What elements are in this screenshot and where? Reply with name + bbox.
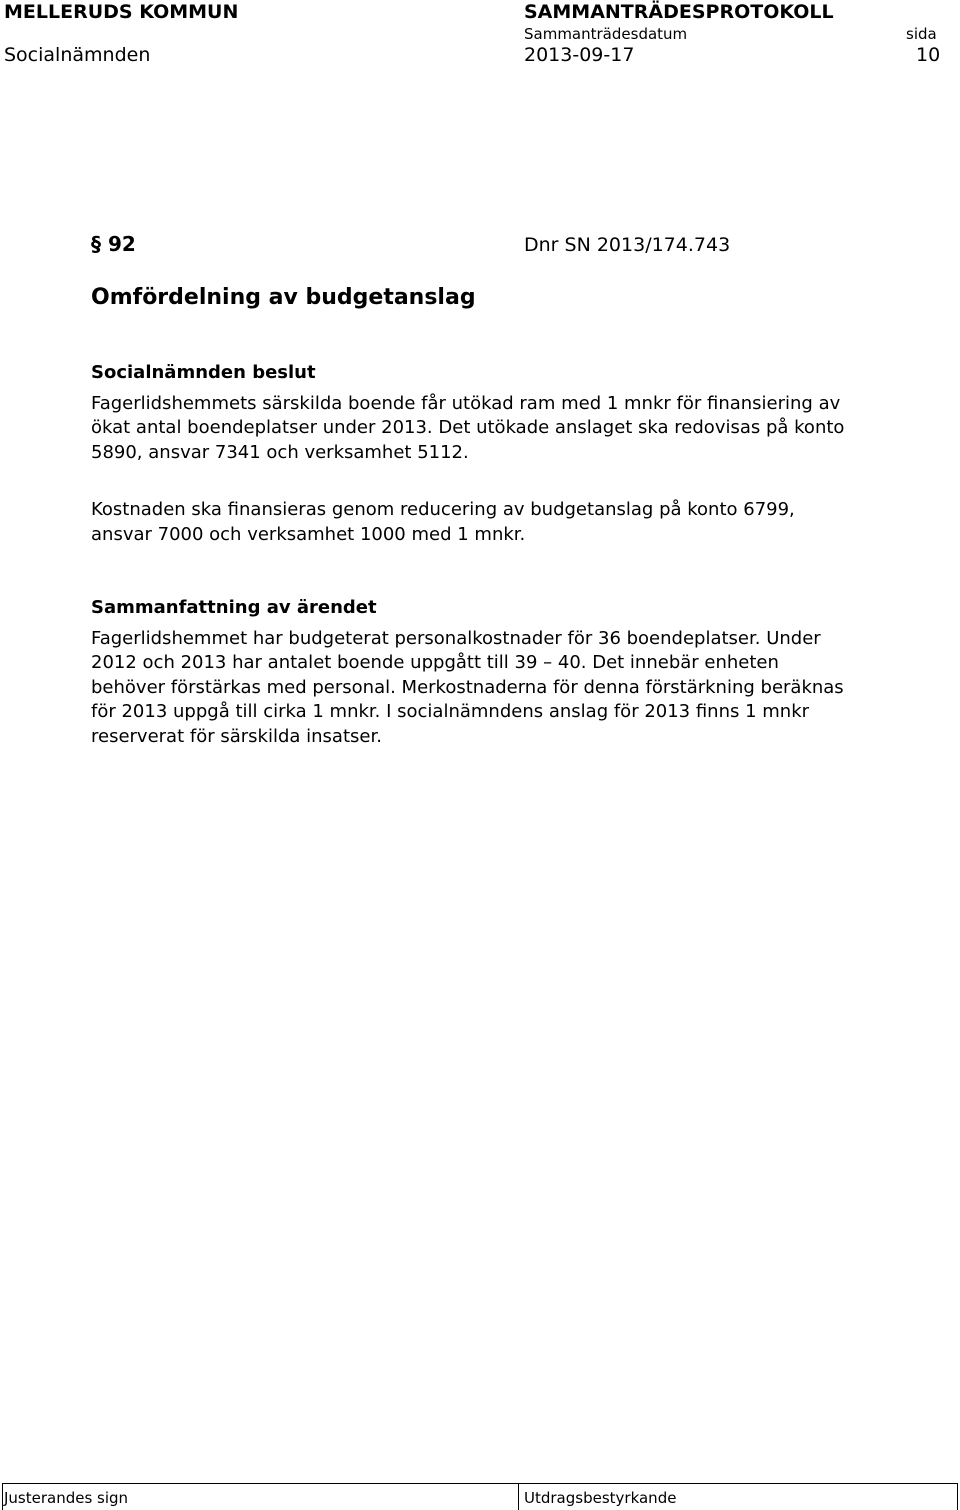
decision-line: 5890, ansvar 7341 och verksamhet 5112.: [91, 441, 469, 463]
summary-line: för 2013 uppgå till cirka 1 mnkr. I socialnämndens anslag för 2013 finns 1 mnkr: [91, 701, 810, 722]
summary-line: reserverat för särskilda insatser.: [91, 725, 382, 747]
footer-border: [518, 1483, 519, 1510]
summary-line: behöver förstärkas med personal. Merkostnaderna för denna förstärkning beräknas: [91, 676, 844, 698]
summary-section: [91, 596, 951, 749]
decision-line: ökat antal boendeplatser under 2013. Det utökade anslaget ska redovisas på konto: [91, 417, 845, 438]
case-number: Dnr SN 2013/174.743: [524, 234, 731, 256]
footer-border: [2, 1483, 3, 1510]
decision-heading: Socialnämnden beslut: [91, 362, 316, 383]
organization-name: MELLERUDS KOMMUN: [4, 1, 239, 23]
page-label: sida: [906, 25, 937, 43]
summary-line: 2012 och 2013 har antalet boende uppgått till 39 – 40. Det innebär enheten: [91, 652, 779, 673]
footer-divider: [2, 1483, 958, 1484]
summary-heading: Sammanfattning av ärendet: [91, 597, 377, 618]
page-number: 10: [916, 44, 941, 66]
decision-line: Fagerlidshemmets särskilda boende får utökad ram med 1 mnkr för finansiering av: [91, 392, 841, 414]
adjuster-signature-label: Justerandes sign: [4, 1489, 129, 1507]
summary-line: Fagerlidshemmet har budgeterat personalkostnader för 36 boendeplatser. Under: [91, 627, 821, 649]
footer-border: [957, 1483, 958, 1510]
meeting-date-label: Sammanträdesdatum: [524, 25, 688, 43]
extract-certification-label: Utdragsbestyrkande: [524, 1489, 677, 1507]
page-title: Omfördelning av budgetanslag: [91, 285, 476, 310]
meeting-date: 2013-09-17: [524, 44, 635, 66]
decision-financing-paragraph: [91, 498, 951, 547]
document-type: SAMMANTRÄDESPROTOKOLL: [524, 1, 834, 23]
financing-line: Kostnaden ska finansieras genom reducering av budgetanslag på konto 6799,: [91, 499, 795, 520]
paragraph-number: § 92: [91, 232, 136, 256]
decision-section: [91, 361, 951, 465]
financing-line: ansvar 7000 och verksamhet 1000 med 1 mnkr.: [91, 523, 526, 545]
committee-name: Socialnämnden: [4, 44, 151, 66]
